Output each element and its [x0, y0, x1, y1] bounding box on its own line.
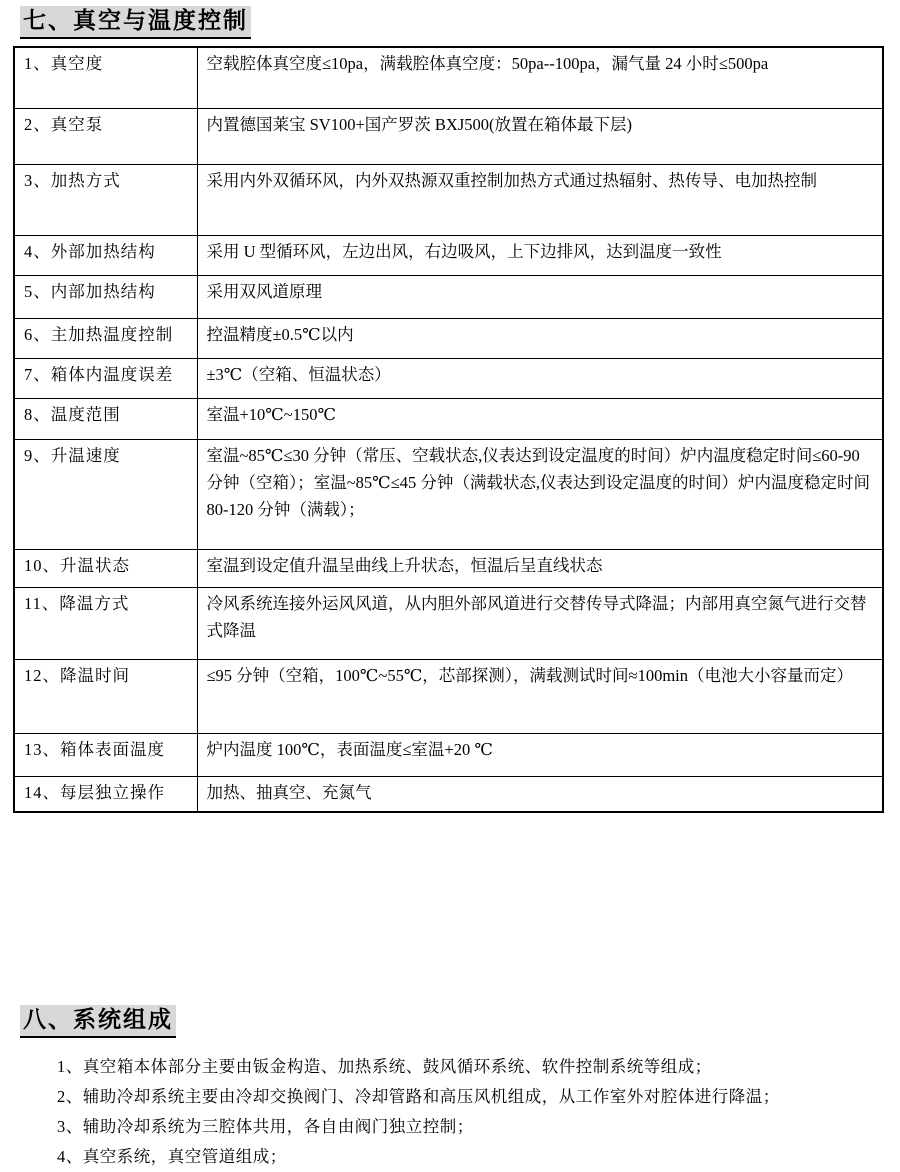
spec-name-cell: 10、升温状态	[14, 550, 197, 588]
table-row	[14, 399, 883, 440]
spec-value-cell: 炉内温度 100℃，表面温度≤室温+20 ℃	[197, 734, 883, 777]
spec-value-cell: ±3℃（空箱、恒温状态）	[197, 359, 883, 399]
spec-value-cell: 冷风系统连接外运风风道，从内胆外部风道进行交替传导式降温；内部用真空氮气进行交替式降温	[197, 588, 883, 660]
table-row	[14, 236, 883, 276]
table-row	[14, 47, 883, 109]
spec-value-cell: 控温精度±0.5℃以内	[197, 319, 883, 359]
spec-name-cell: 3、加热方式	[14, 165, 197, 236]
spec-name-cell: 4、外部加热结构	[14, 236, 197, 276]
spec-name-cell: 13、箱体表面温度	[14, 734, 197, 777]
table-row	[14, 588, 883, 660]
spec-value-cell: 内置德国莱宝 SV100+国产罗茨 BXJ500(放置在箱体最下层)	[197, 109, 883, 165]
table-row	[14, 319, 883, 359]
table-row	[14, 109, 883, 165]
spec-name-cell: 6、主加热温度控制	[14, 319, 197, 359]
system-composition-list	[57, 1052, 900, 1172]
section8-title: 八、系统组成	[20, 1005, 176, 1038]
spec-name-cell: 12、降温时间	[14, 660, 197, 734]
table-row	[14, 734, 883, 777]
table-row	[14, 165, 883, 236]
spec-name-cell: 2、真空泵	[14, 109, 197, 165]
table-row	[14, 777, 883, 813]
table-row	[14, 440, 883, 550]
spec-name-cell: 5、内部加热结构	[14, 276, 197, 319]
spec-value-cell: 采用双风道原理	[197, 276, 883, 319]
spec-value-cell: 空载腔体真空度≤10pa，满载腔体真空度：50pa--100pa，漏气量 24 小时≤500pa	[197, 47, 883, 109]
list-item: 2、辅助冷却系统主要由冷却交换阀门、冷却管路和高压风机组成，从工作室外对腔体进行降温；	[57, 1087, 780, 1106]
spec-value-cell: 采用内外双循环风，内外双热源双重控制加热方式通过热辐射、热传导、电加热控制	[197, 165, 883, 236]
spec-name-cell: 8、温度范围	[14, 399, 197, 440]
list-item: 4、真空系统，真空管道组成；	[57, 1147, 287, 1166]
section7-title: 七、真空与温度控制	[20, 6, 251, 39]
spec-name-cell: 14、每层独立操作	[14, 777, 197, 813]
spec-value-cell: 加热、抽真空、充氮气	[197, 777, 883, 813]
spec-name-cell: 11、降温方式	[14, 588, 197, 660]
spec-value-cell: 室温+10℃~150℃	[197, 399, 883, 440]
section7-heading	[20, 6, 900, 39]
spec-value-cell: 室温~85℃≤30 分钟（常压、空载状态,仪表达到设定温度的时间）炉内温度稳定时间≤60-90 分钟（空箱）；室温~85℃≤45 分钟（满载状态,仪表达到设定温度的时间）炉内温度稳定时间 80-120 分钟（满载）；	[197, 440, 883, 550]
spec-name-cell: 7、箱体内温度误差	[14, 359, 197, 399]
table-row	[14, 276, 883, 319]
spec-value-cell: 室温到设定值升温呈曲线上升状态，恒温后呈直线状态	[197, 550, 883, 588]
table-row	[14, 660, 883, 734]
table-row	[14, 550, 883, 588]
spec-table	[13, 46, 884, 813]
list-item: 3、辅助冷却系统为三腔体共用，各自由阀门独立控制；	[57, 1117, 474, 1136]
spec-value-cell: ≤95 分钟（空箱，100℃~55℃，芯部探测），满载测试时间≈100min（电池大小容量而定）	[197, 660, 883, 734]
section8-heading	[20, 1005, 900, 1038]
table-row	[14, 359, 883, 399]
spec-name-cell: 1、真空度	[14, 47, 197, 109]
list-item: 1、真空箱本体部分主要由钣金构造、加热系统、鼓风循环系统、软件控制系统等组成；	[57, 1057, 712, 1076]
spec-name-cell: 9、升温速度	[14, 440, 197, 550]
spec-value-cell: 采用 U 型循环风，左边出风，右边吸风，上下边排风，达到温度一致性	[197, 236, 883, 276]
